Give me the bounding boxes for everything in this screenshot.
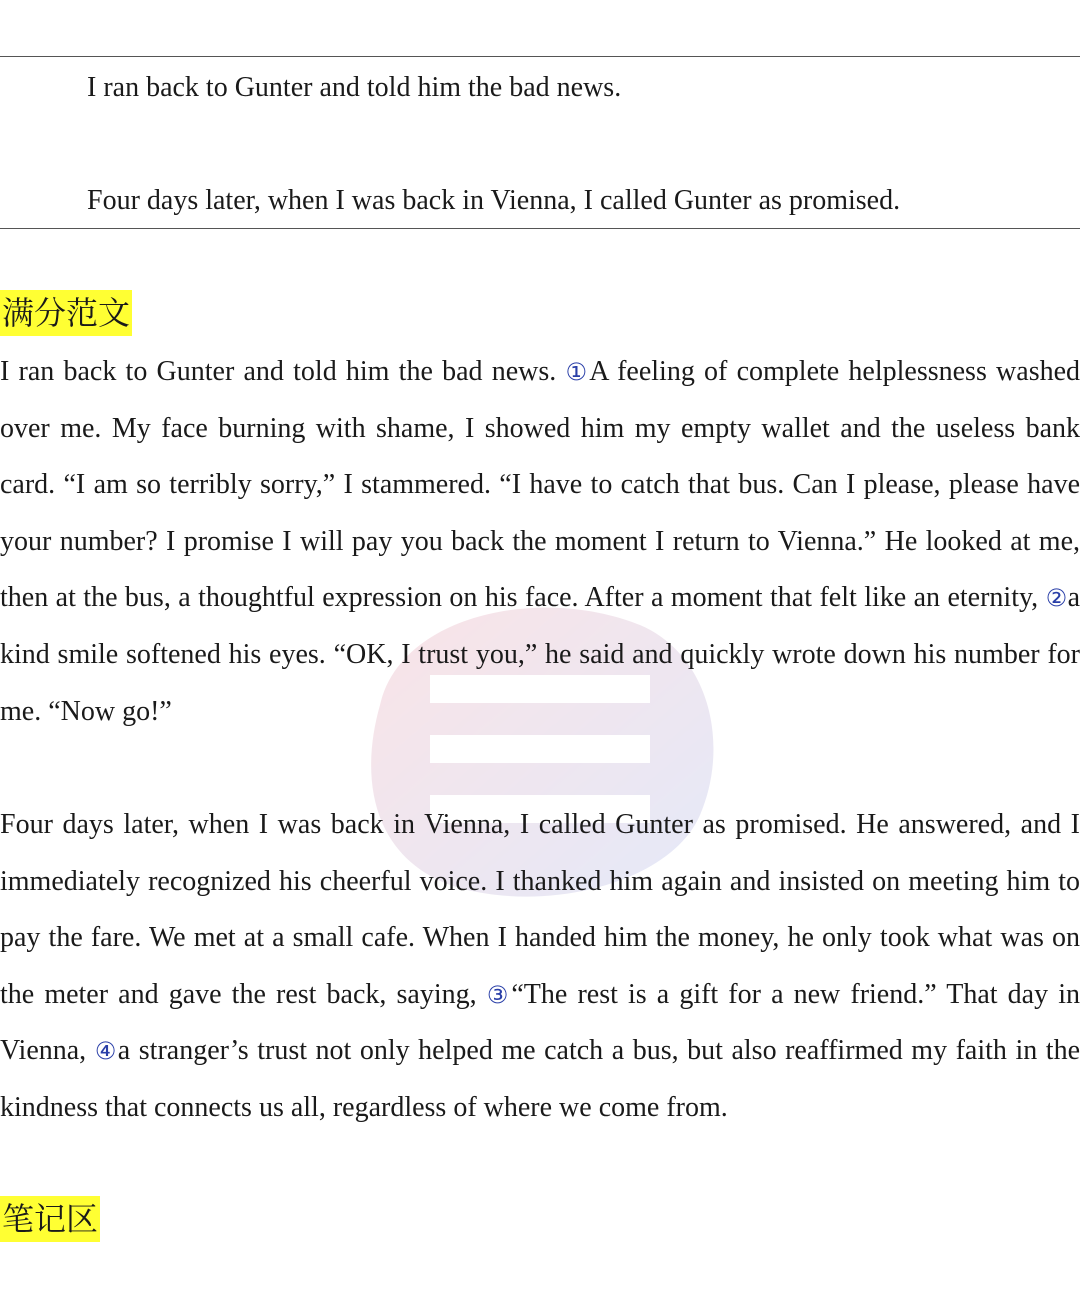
- essay-text-run: I ran back to Gunter and told him the bad news.: [0, 356, 566, 387]
- annotation-marker: ①: [565, 358, 590, 386]
- essay-text-run: a stranger’s trust not only helped me catch a bus, but also reaffirmed my faith in the kindness that connects us all, regardless of where we come from.: [0, 1035, 1080, 1123]
- essay-text-run: Four days later, when I was back in Vienna, I called Gunter as promised. He answered, and I immediately recognized his cheerful voice. I thanked him again and insisted on meeting him to pay the fare. We met at a small cafe. When I handed him the money, he only took what was on the meter and gave the rest back, saying,: [0, 809, 1080, 1010]
- essay-text-run: A feeling of complete helplessness washed over me. My face burning with shame, I showed him my empty wallet and the useless bank card. “I am so terribly sorry,” I stammered. “I have to catch that bus. Can I please, please have your number? I promise I will pay you back the moment I return to Vienna.” He looked at me, then at the bus, a thoughtful expression on his face. After a moment that felt like an eternity,: [0, 356, 1080, 614]
- essay-paragraph-1: [0, 344, 1080, 740]
- prompt-line-1: I ran back to Gunter and told him the bad news.: [87, 72, 622, 103]
- model-essay-heading: 满分范文: [0, 290, 132, 336]
- prompt-line-2: Four days later, when I was back in Vienna, I called Gunter as promised.: [87, 185, 901, 216]
- essay-text-run: “The rest is a gift for a new friend.” That day in Vienna,: [0, 978, 1080, 1067]
- top-rule: [0, 56, 1080, 57]
- annotation-marker: ②: [1045, 584, 1068, 613]
- bottom-rule: [0, 228, 1080, 229]
- essay-text-run: a kind smile softened his eyes. “OK, I trust you,” he said and quickly wrote down his number for me. “Now go!”: [0, 582, 1080, 727]
- annotation-marker: ③: [486, 980, 512, 1009]
- notes-heading: 笔记区: [0, 1196, 100, 1242]
- essay-paragraph-2: [0, 797, 1080, 1137]
- annotation-marker: ④: [94, 1037, 118, 1066]
